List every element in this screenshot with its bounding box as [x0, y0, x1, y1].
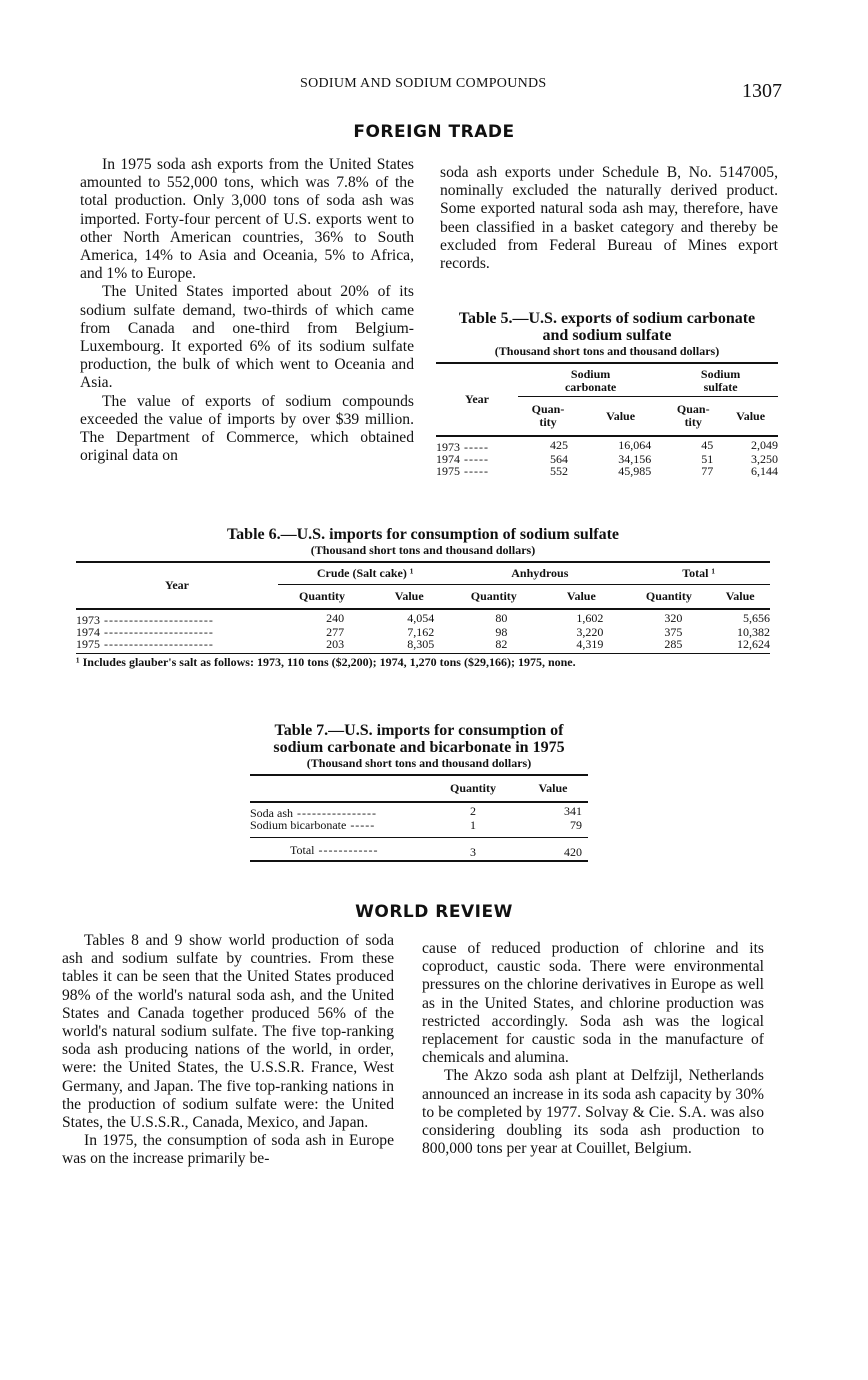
table-row: 1973 ----- 425 16,064 45 2,049 — [436, 438, 778, 454]
table7-caption-line2: sodium carbonate and bicarbonate in 1975 — [273, 739, 565, 756]
table6-caption: Table 6.—U.S. imports for consumption of sodium sulfate — [226, 526, 620, 543]
paragraph: The Akzo soda ash plant at Delfzijl, Netherlands announced an increase in its soda ash capacity by 30% to be completed by 1977. Solvay & Cie. S.A. was also considering doubling its soda ash production to 800,000 tons per year at Couillet, Belgium. — [422, 1067, 764, 1158]
table5-caption-line1: Table 5.—U.S. exports of sodium carbonate — [458, 310, 756, 327]
table-row: Sodium bicarbonate ----- 1 79 — [250, 818, 582, 832]
paragraph: Tables 8 and 9 show world production of soda ash and sodium sulfate by countries. From these tables it can be seen that the United States produced 98% of the world's natural soda ash, and the United States and Canada together produced 56% of the world's natural sodium sulfate. The five top-ranking soda ash producing nations of the world, in order, were: the United States, the U.S.S.R. France, West Germany, and Japan. The five top-ranking nations in the production of sodium sulfate were: the United States, the U.S.S.R., Canada, Mexico, and Japan. — [62, 932, 394, 1132]
table-row: 1975 ----- 552 45,985 77 6,144 — [436, 464, 778, 478]
table7-col-quantity: Quantity — [428, 775, 518, 802]
paragraph: The United States imported about 20% of its sodium sulfate demand, two-thirds of which came from Canada and one-third from Belgium-Luxembourg. It exported 6% of its sodium sulfate production, the bulk of which went to Oceania and Asia. — [80, 283, 414, 392]
paragraph: The value of exports of sodium compounds exceeded the value of imports by over $39 million. The Department of Commerce, which obtained original data on — [80, 392, 414, 465]
paragraph: cause of reduced production of chlorine and its coproduct, caustic soda. There were environmental pressures on the chlorine derivatives in Europe as well as in the United States, and chlorine production was restricted accordingly. Soda ash was the logical replacement for caustic soda in the manufacture of chemicals and alumina. — [422, 940, 764, 1067]
table5-col-quantity-1: Quan- tity — [518, 397, 578, 437]
table-row: Soda ash ---------------- 2 341 — [250, 804, 582, 820]
paragraph: In 1975, the consumption of soda ash in Europe was on the increase primarily be- — [62, 1132, 394, 1168]
table5-col-value-1: Value — [578, 397, 663, 437]
running-head: SODIUM AND SODIUM COMPOUNDS — [300, 76, 547, 91]
paragraph: soda ash exports under Schedule B, No. 5147005, nominally excluded the naturally derived product. Some exported natural soda ash may, therefore, have been classified in a basket category and thereby be excluded from Federal Bureau of Mines export records. — [440, 164, 778, 273]
table-row: 1974 ----- 564 34,156 51 3,250 — [436, 452, 778, 466]
table5 — [436, 310, 778, 477]
table6-footnote: ¹ Includes glauber's salt as follows: 1973, 110 tons ($2,200); 1974, 1,270 tons ($29,166); 1975, none. — [76, 653, 770, 669]
table6-col-quantity-3: Quantity — [627, 585, 710, 610]
table6-subtitle: (Thousand short tons and thousand dollars) — [310, 543, 536, 557]
table7-subtitle: (Thousand short tons and thousand dollars) — [306, 756, 532, 770]
foreign-trade-right-column — [440, 164, 778, 273]
table6-col-quantity-2: Quantity — [452, 585, 535, 610]
table5-grid — [436, 362, 778, 477]
paragraph: In 1975 soda ash exports from the United States amounted to 552,000 tons, which was 7.8% of the total production. Only 3,000 tons of soda ash was imported. Forty-four percent of U.S. exports went to other North American countries, 36% to South America, 14% to Asia and Oceania, 5% to Africa, and 1% to Europe. — [80, 156, 414, 283]
table5-col-value-2: Value — [723, 397, 778, 437]
table-row: 1975 ---------------------- 203 8,305 82 4,319 285 12,624 — [76, 637, 770, 651]
foreign-trade-left-column — [80, 156, 414, 465]
table7-caption-line1: Table 7.—U.S. imports for consumption of — [274, 722, 564, 739]
table6-group-total: Total ¹ — [627, 562, 770, 585]
table6-group-crude: Crude (Salt cake) ¹ — [278, 562, 452, 585]
table5-col-quantity-2: Quan- tity — [663, 397, 723, 437]
table7-grid — [250, 774, 588, 862]
table5-group-sodium-sulfate: Sodium sulfate — [663, 363, 778, 397]
table6-group-anhydrous: Anhydrous — [452, 562, 627, 585]
table6-grid — [76, 561, 770, 650]
table5-caption-line2: and sodium sulfate — [542, 327, 672, 344]
table7-col-value: Value — [518, 775, 588, 802]
table6 — [76, 526, 770, 669]
table6-col-value-1: Value — [366, 585, 452, 610]
table-row: 1974 ---------------------- 277 7,162 98 3,220 375 10,382 — [76, 625, 770, 639]
world-review-right-column — [422, 940, 764, 1158]
section-title-world-review: WORLD REVIEW — [355, 902, 513, 922]
table7 — [250, 722, 588, 862]
section-title-foreign-trade: FOREIGN TRADE — [353, 122, 515, 142]
table6-col-year: Year — [76, 562, 278, 609]
table5-group-sodium-carbonate: Sodium carbonate — [518, 363, 663, 397]
table-row-total: Total ------------ 3 420 — [250, 838, 588, 862]
table6-col-quantity-1: Quantity — [278, 585, 366, 610]
table6-col-value-3: Value — [710, 585, 770, 610]
world-review-left-column — [62, 932, 394, 1169]
table5-subtitle: (Thousand short tons and thousand dollars) — [494, 344, 720, 358]
table-row: 1973 ---------------------- 240 4,054 80 1,602 320 5,656 — [76, 611, 770, 627]
page-number: 1307 — [742, 80, 782, 102]
table5-col-year: Year — [436, 363, 518, 436]
table6-col-value-2: Value — [535, 585, 627, 610]
